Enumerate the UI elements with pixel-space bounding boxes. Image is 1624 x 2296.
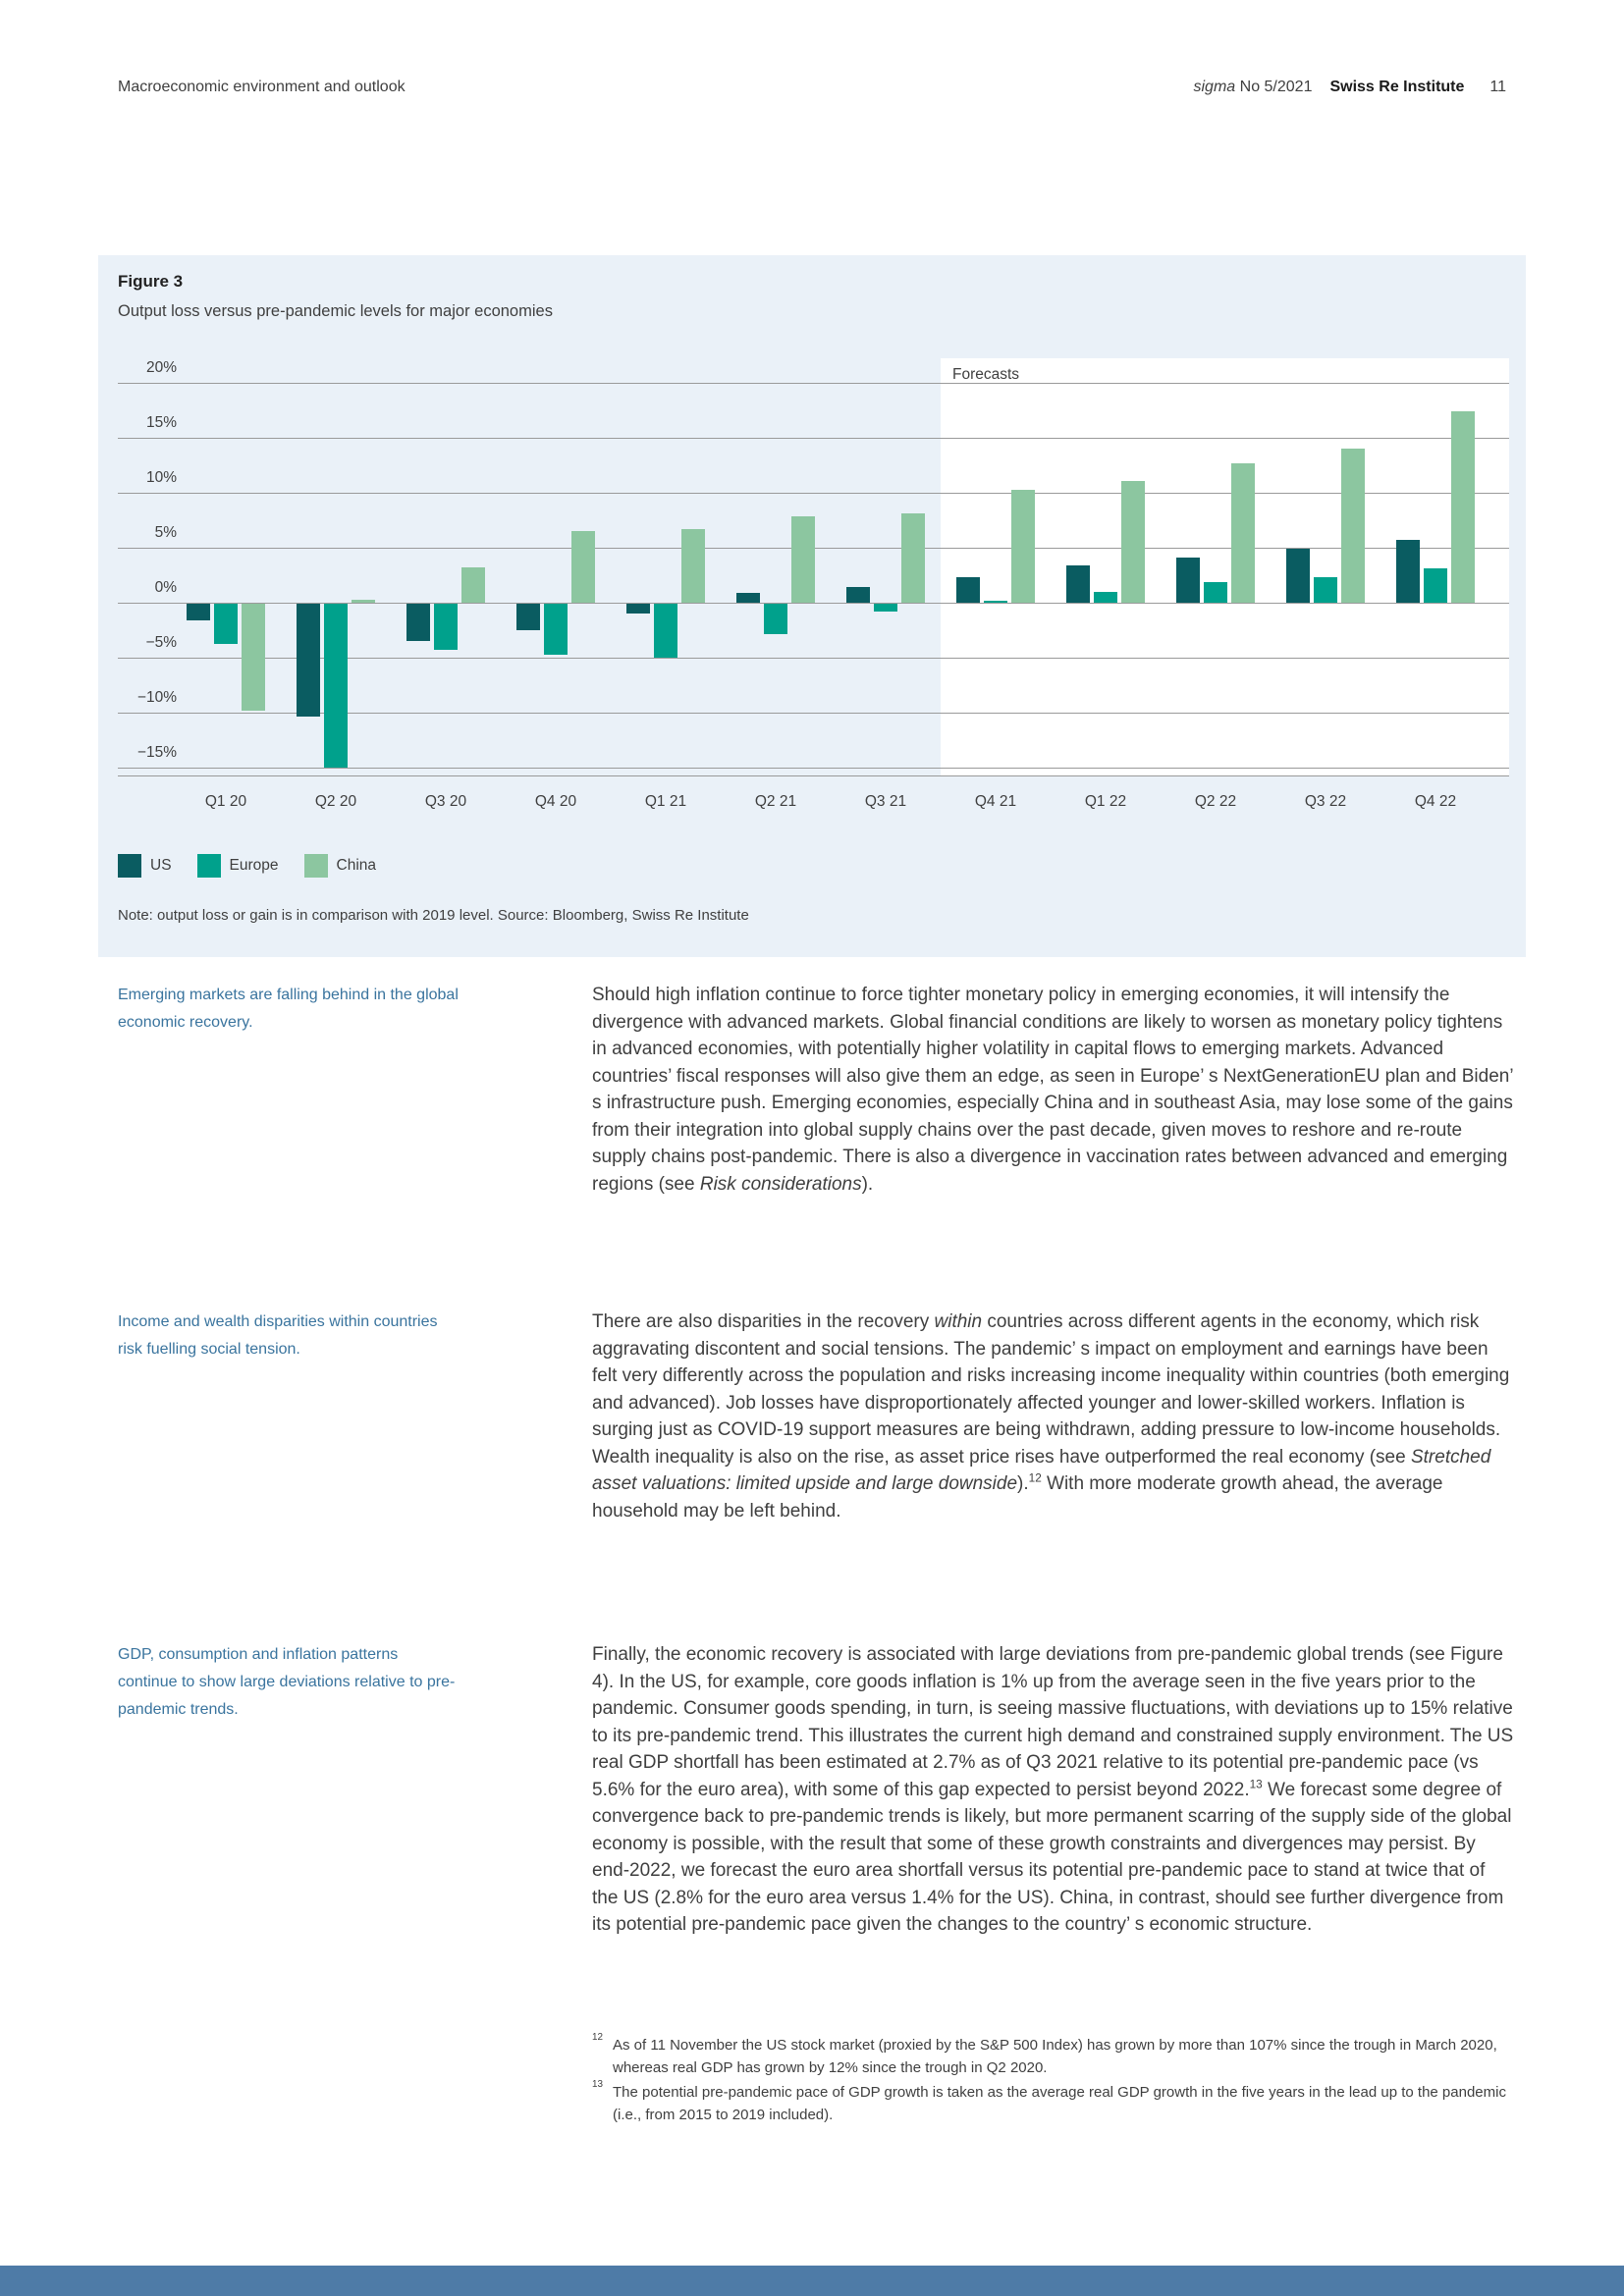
bar-europe-Q2-22 <box>1204 582 1227 603</box>
chart-legend <box>118 854 376 878</box>
bar-us-Q3-22 <box>1286 549 1310 603</box>
text-run: With more moderate growth ahead, the average household may be left behind. <box>592 1473 1443 1522</box>
x-tick-label: Q3 20 <box>424 793 467 810</box>
legend-item-china <box>304 854 377 878</box>
body-paragraph <box>592 1641 1515 1939</box>
page-number: 11 <box>1489 79 1506 95</box>
x-tick-label: Q2 21 <box>754 793 797 810</box>
bar-china-Q2-20 <box>352 600 375 603</box>
bar-us-Q2-21 <box>736 593 760 603</box>
figure-panel <box>98 255 1526 957</box>
text-run: countries across different agents in the economy, which risk aggravating discontent and social tensions. The pandemic’ s impact on employment and earnings have been felt very differently across the population and risks increasing income inequality within countries (both emerging and advanced). Job losses have disproportionately affected younger and lower-skilled workers. Inflation is surging just as COVID-19 support measures are being withdrawn, adding pressure to low-income households. Wealth inequality is also on the rise, as asset price rises have outperformed the real economy (see <box>592 1311 1510 1468</box>
bar-europe-Q2-20 <box>324 604 348 768</box>
y-tick-label: 5% <box>154 524 177 541</box>
bar-us-Q2-22 <box>1176 558 1200 603</box>
x-tick-label: Q4 20 <box>534 793 577 810</box>
chart-plot <box>118 255 1509 810</box>
legend-swatch <box>118 854 141 878</box>
bar-china-Q3-22 <box>1341 449 1365 603</box>
gridline-15 <box>118 438 1509 439</box>
section-3 <box>118 1641 1515 1939</box>
y-tick-label: −5% <box>145 634 177 651</box>
legend-label: China <box>336 857 377 874</box>
text-run: Finally, the economic recovery is associated with large deviations from pre-pandemic global trends (see Figure 4). In the US, for example, core goods inflation is 1% up from the average seen in the five years prior to the pandemic. Consumer goods spending, in turn, is seeing massive fluctuations, with deviations up to 15% relative to its pre-pandemic trend. This illustrates the current high demand and constrained supply environment. The US real GDP shortfall has been estimated at 2.7% as of Q3 2021 relative to its potential pre-pandemic pace (vs 5.6% for the euro area), with some of this gap expected to persist beyond 2022. <box>592 1644 1514 1800</box>
bar-us-Q1-20 <box>187 604 210 620</box>
italic-text: Risk considerations <box>699 1173 862 1195</box>
footnote-ref: 13 <box>1249 1778 1263 1791</box>
journal-issue: No 5/2021 <box>1235 79 1313 95</box>
bar-europe-Q4-21 <box>984 601 1007 603</box>
x-tick-label: Q3 21 <box>864 793 907 810</box>
bar-us-Q3-21 <box>846 587 870 603</box>
bar-china-Q4-21 <box>1011 490 1035 603</box>
bar-china-Q4-22 <box>1451 411 1475 603</box>
footnote-text: The potential pre-pandemic pace of GDP growth is taken as the average real GDP growth in the five years in the lead up to the pandemic (i.e., from 2015 to 2019 included). <box>613 2084 1506 2123</box>
legend-item-us <box>118 854 172 878</box>
text-run: We forecast some degree of convergence back to pre-pandemic trends is likely, but more permanent scarring of the supply side of the global economy is possible, with the result that some of these growth constraints and divergences may persist. By end-2022, we forecast the euro area shortfall versus its potential pre-pandemic pace to stand at twice that of the US (2.8% for the euro area versus 1.4% for the US). China, in contrast, should see further divergence from its potential pre-pandemic pace given the changes to the country’ s economic structure. <box>592 1779 1512 1935</box>
x-tick-label: Q1 22 <box>1084 793 1127 810</box>
figure-note: Note: output loss or gain is in comparison with 2019 level. Source: Bloomberg, Swiss Re Institute <box>118 907 749 924</box>
body-paragraph <box>592 982 1515 1198</box>
gridline-10 <box>118 493 1509 494</box>
brand-name: Swiss Re Institute <box>1329 79 1465 95</box>
bottom-accent-bar <box>0 2266 1624 2296</box>
text-run: ). <box>861 1173 874 1195</box>
y-tick-label: 15% <box>145 414 177 431</box>
text-run: Should high inflation continue to force tighter monetary policy in emerging economies, it will intensify the divergence with advanced markets. Global financial conditions are likely to worsen as monetary policy tightens in advanced economies, with potentially higher volatility in capital flows to emerging markets. Advanced countries’ fiscal responses will also give them an edge, as seen in Europe’ s NextGenerationEU plan and Biden’ s infrastructure push. Emerging economies, especially China and in southeast Asia, may lose some of the gains from their integration into global supply chains over the past decade, given moves to reshore and re-route supply chains post-pandemic. There is also a divergence in vaccination rates between advanced and emerging regions (see <box>592 985 1513 1195</box>
journal-name <box>1194 79 1313 96</box>
bar-us-Q4-21 <box>956 577 980 603</box>
bar-europe-Q3-20 <box>434 604 458 650</box>
legend-swatch <box>197 854 221 878</box>
footnotes <box>592 2034 1525 2128</box>
bar-europe-Q4-22 <box>1424 568 1447 603</box>
figure-label: Figure 3 <box>118 272 184 291</box>
footnote-12: 12 As of 11 November the US stock market (proxied by the S&P 500 Index) has grown by more than 107% since the trough in March 2020, whereas real GDP has grown by 12% since the trough in Q2 2020. <box>592 2032 1497 2076</box>
text-run: There are also disparities in the recovery <box>592 1311 935 1332</box>
bar-europe-Q1-20 <box>214 604 238 644</box>
x-tick-label: Q2 22 <box>1194 793 1237 810</box>
figure-title: Output loss versus pre-pandemic levels for major economies <box>118 302 553 320</box>
body-paragraph <box>592 1308 1515 1524</box>
legend-label: Europe <box>229 857 279 874</box>
x-tick-label: Q2 20 <box>314 793 357 810</box>
bar-europe-Q1-21 <box>654 604 677 658</box>
header-right <box>1194 79 1507 96</box>
bar-europe-Q3-21 <box>874 604 897 612</box>
side-note: Emerging markets are falling behind in the global economic recovery. <box>118 987 459 1031</box>
bar-europe-Q3-22 <box>1314 577 1337 603</box>
text-run: ). <box>1017 1473 1029 1494</box>
bar-us-Q1-22 <box>1066 565 1090 603</box>
bar-us-Q4-22 <box>1396 540 1420 603</box>
bar-china-Q2-22 <box>1231 463 1255 603</box>
bar-europe-Q2-21 <box>764 604 787 634</box>
page-header <box>118 79 1506 96</box>
running-title: Macroeconomic environment and outlook <box>118 79 406 95</box>
bar-europe-Q4-20 <box>544 604 568 655</box>
bar-china-Q3-20 <box>461 567 485 603</box>
footnote-ref: 12 <box>1028 1471 1042 1485</box>
footnote-13: 13 The potential pre-pandemic pace of GDP growth is taken as the average real GDP growth in the five years in the lead up to the pandemic (i.e., from 2015 to 2019 included). <box>592 2079 1506 2123</box>
bar-china-Q4-20 <box>571 531 595 603</box>
legend-item-europe <box>197 854 279 878</box>
side-note: GDP, consumption and inflation patterns continue to show large deviations relative to pre-pandemic trends. <box>118 1646 456 1718</box>
y-tick-label: −10% <box>136 689 177 706</box>
italic-text: within <box>934 1311 983 1332</box>
x-tick-label: Q4 21 <box>974 793 1017 810</box>
section-1 <box>118 982 1515 1198</box>
footnote-text: As of 11 November the US stock market (proxied by the S&P 500 Index) has grown by more than 107% since the trough in March 2020, whereas real GDP has grown by 12% since the trough in Q2 2020. <box>613 2037 1497 2076</box>
side-note: Income and wealth disparities within countries risk fuelling social tension. <box>118 1313 438 1358</box>
x-tick-label: Q1 21 <box>644 793 687 810</box>
section-2 <box>118 1308 1515 1524</box>
bar-china-Q1-20 <box>242 604 265 711</box>
journal-sigma: sigma <box>1193 79 1236 95</box>
bar-us-Q3-20 <box>406 604 430 641</box>
italic-text: Stretched asset valuations: limited upside and large downside <box>592 1446 1491 1494</box>
forecast-label: Forecasts <box>952 366 1020 383</box>
bar-us-Q2-20 <box>297 604 320 717</box>
x-tick-label: Q1 20 <box>204 793 247 810</box>
y-tick-label: 10% <box>145 469 177 486</box>
bar-europe-Q1-22 <box>1094 592 1117 603</box>
x-axis-line <box>118 775 1509 776</box>
bar-us-Q1-21 <box>626 604 650 614</box>
bar-china-Q3-21 <box>901 513 925 603</box>
gridline--15 <box>118 768 1509 769</box>
bar-us-Q4-20 <box>516 604 540 630</box>
legend-swatch <box>304 854 328 878</box>
bar-china-Q1-22 <box>1121 481 1145 603</box>
x-tick-label: Q3 22 <box>1304 793 1347 810</box>
bar-china-Q1-21 <box>681 529 705 603</box>
gridline-20 <box>118 383 1509 384</box>
y-tick-label: −15% <box>136 744 177 761</box>
y-tick-label: 20% <box>145 359 177 376</box>
y-tick-label: 0% <box>154 579 177 596</box>
legend-label: US <box>150 857 172 874</box>
bar-china-Q2-21 <box>791 516 815 603</box>
x-tick-label: Q4 22 <box>1414 793 1457 810</box>
